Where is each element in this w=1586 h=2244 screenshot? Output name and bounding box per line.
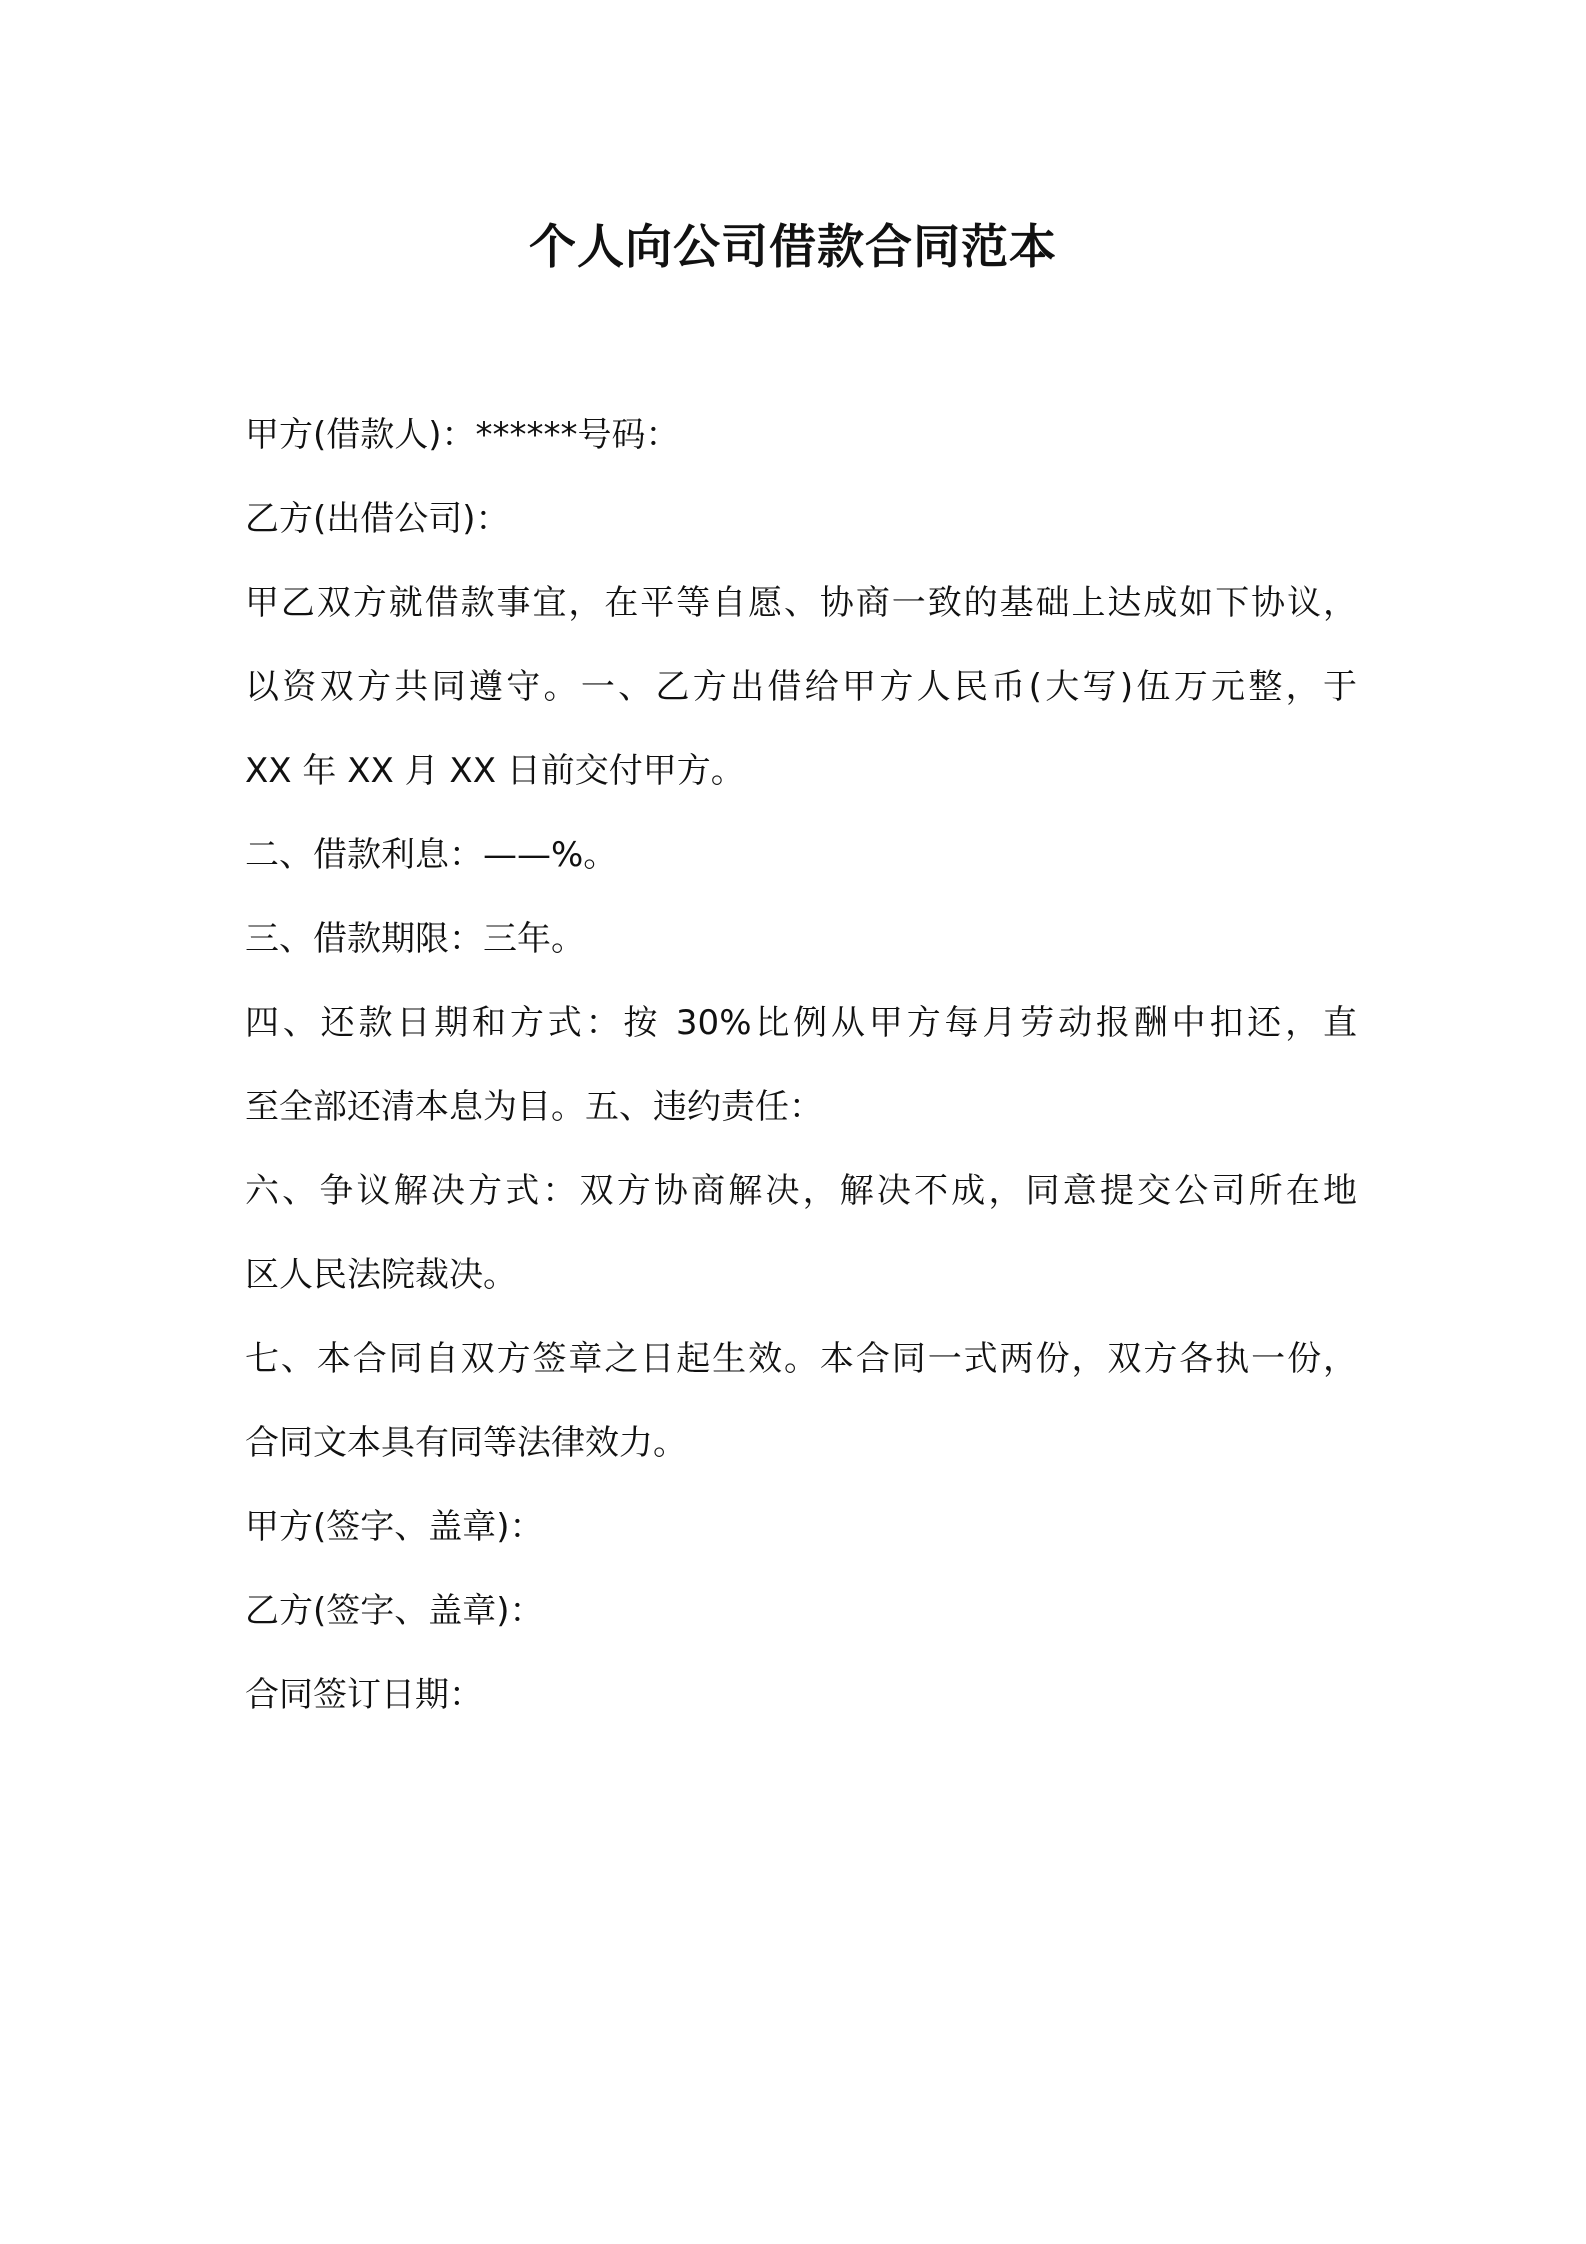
clause-seven-effect-line: 七、本合同自双方签章之日起生效。本合同一式两份，双方各执一份， [245, 1339, 1357, 1379]
signing-date-line: 合同签订日期： [245, 1675, 483, 1715]
clause-one-delivery-line: XX 年 XX 月 XX 日前交付甲方。 [245, 751, 745, 791]
party-a-signature-line: 甲方(签字、盖章)： [245, 1507, 544, 1547]
clause-six-dispute-line: 六、争议解决方式：双方协商解决，解决不成，同意提交公司所在地 [245, 1171, 1357, 1211]
clause-one-line: 以资双方共同遵守。一、乙方出借给甲方人民币(大写)伍万元整，于 [245, 667, 1357, 707]
page-title: 个人向公司借款合同范本 [529, 220, 1057, 275]
clause-two-interest-line: 二、借款利息：——%。 [245, 835, 618, 875]
party-b-signature-line: 乙方(签字、盖章)： [245, 1591, 544, 1631]
party-b-lender-line: 乙方(出借公司)： [245, 499, 510, 539]
clause-seven-validity-line: 合同文本具有同等法律效力。 [245, 1423, 687, 1463]
agreement-intro-line: 甲乙双方就借款事宜，在平等自愿、协商一致的基础上达成如下协议， [245, 583, 1357, 623]
contract-body [245, 393, 1357, 1737]
clause-five-liability-line: 至全部还清本息为目。五、违约责任： [245, 1087, 823, 1127]
clause-six-court-line: 区人民法院裁决。 [245, 1255, 517, 1295]
party-a-borrower-line: 甲方(借款人)：******号码： [245, 415, 680, 455]
clause-four-repayment-line: 四、还款日期和方式：按 30%比例从甲方每月劳动报酬中扣还，直 [245, 1003, 1357, 1043]
clause-three-term-line: 三、借款期限：三年。 [245, 919, 585, 959]
